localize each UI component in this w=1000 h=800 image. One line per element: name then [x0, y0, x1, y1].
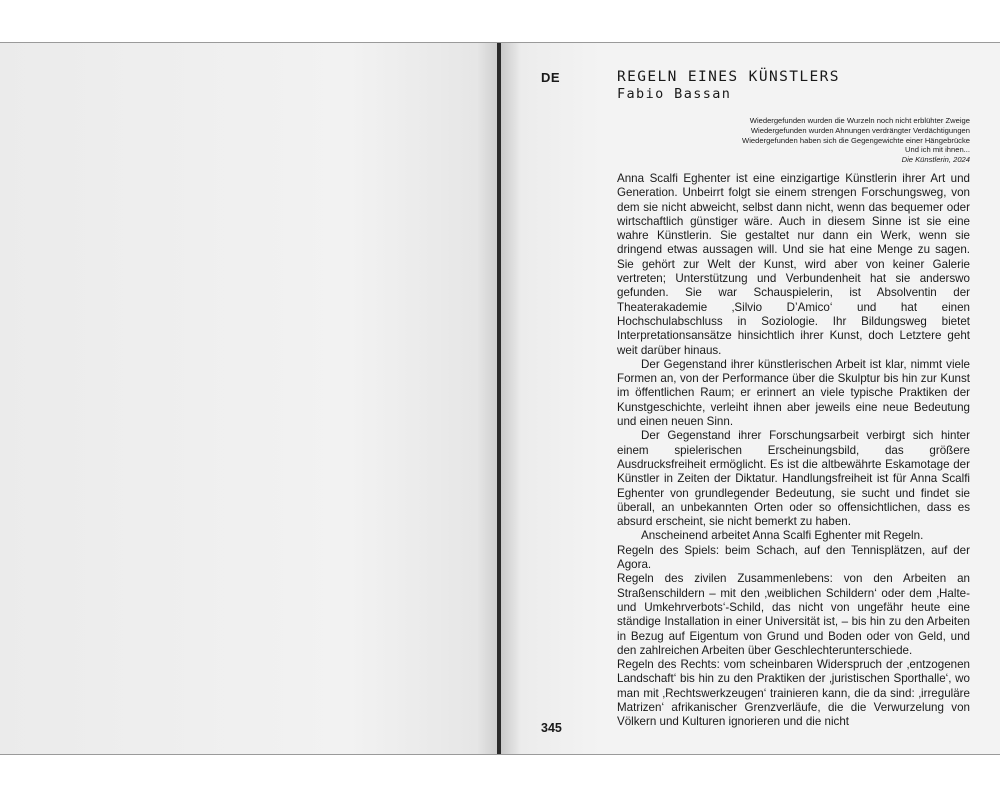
epigraph-line: Wiedergefunden haben sich die Gegengewichte einer Hängebrücke: [742, 135, 970, 145]
paragraph: Der Gegenstand ihrer Forschungsarbeit verbirgt sich hinter einem spielerischen Erscheinungsbild, das größere Ausdrucksfreiheit ermöglicht. Es ist die altbewährte Eskamotage der Künstler in Zeiten der Diktatur. Handlungsfreiheit ist für Anna Scalfi Eghenter von grundlegender Bedeutung, sie sucht und findet sie überall, an unbekannten Orten oder so offensichtlichen, dass es absurd erscheint, sie nicht bemerkt zu haben.: [617, 429, 970, 529]
epigraph-line: Wiedergefunden wurden Ahnungen verdrängter Verdächtigungen: [750, 125, 970, 135]
epigraph-line: Und ich mit ihnen...: [905, 145, 970, 155]
page-number: 345: [541, 721, 562, 735]
epigraph-source: Die Künstlerin, 2024: [901, 155, 970, 165]
epigraph: [590, 116, 970, 165]
paragraph: Der Gegenstand ihrer künstlerischen Arbeit ist klar, nimmt viele Formen an, von der Performance über die Skulptur bis hin zur Kunst im öffentlichen Raum; er erinnert an viele typische Praktiken der Kunstgeschichte, verleiht ihnen aber jeweils eine neue Bedeutung und einen neuen Sinn.: [617, 357, 970, 429]
language-marker: DE: [541, 70, 561, 85]
page-bottom-edge: [0, 754, 1000, 755]
page-top-edge: [0, 42, 1000, 43]
left-page: [0, 42, 497, 754]
paragraph: Regeln des zivilen Zusammenlebens: von den Arbeiten an Straßenschildern – mit den ‚weiblichen Schildern‘ oder dem ‚Halte- und Umkehrverbots‘-Schild, das nicht von ungefähr heute eine ständige Installation in einer Universität ist, – bis hin zu den Arbeiten in Bezug auf Eigentum von Grund und Boden oder von Geld, und den zahlreichen Arbeiten über Geschlechterunterschiede.: [617, 572, 970, 657]
paragraph: Regeln des Rechts: vom scheinbaren Widerspruch der ‚entzogenen Landschaft‘ bis hin zu den Praktiken der ‚juristischen Sporthalle‘, wo man mit ‚Rechtswerkzeugen‘ trainieren kann, die da sind: ‚irreguläre Matrizen‘ afrikanischer Grenzverläufe, die die Verwurzelung von Völkern und Kulturen ignorieren und die nicht: [617, 658, 970, 729]
chapter-title: REGELN EINES KÜNSTLERS: [617, 69, 840, 85]
body-text: [617, 172, 970, 730]
paragraph: Regeln des Spiels: beim Schach, auf den Tennisplätzen, auf der Agora.: [617, 543, 970, 572]
chapter-author: Fabio Bassan: [617, 86, 732, 102]
paragraph: Anscheinend arbeitet Anna Scalfi Eghenter mit Regeln.: [641, 529, 924, 543]
epigraph-line: Wiedergefunden wurden die Wurzeln noch nicht erblühter Zweige: [749, 116, 970, 125]
paragraph: Anna Scalfi Eghenter ist eine einzigartige Künstlerin ihrer Art und Generation. Unbeirrt folgt sie einem strengen Forschungsweg, von dem sie nicht abweicht, selbst dann nicht, wenn das bequemer oder wirtschaftlich günstiger wäre. Auch in diesem Sinne ist sie eine wahre Künstlerin. Sie gestaltet nur dann ein Werk, wenn sie dringend etwas aussagen will. Und sie hat eine Menge zu sagen. Sie gehört zur Welt der Kunst, wird aber von keiner Galerie vertreten; Unterstützung und Verbundenheit hat sie anderswo gefunden. Sie war Schauspielerin, ist Absolventin der Theaterakademie ‚Silvio D’Amico‘ und hat einen Hochschulabschluss in Soziologie. Ihr Bildungsweg bietet Interpretationsansätze hinsichtlich ihrer Kunst, doch Letztere geht weit darüber hinaus.: [617, 172, 970, 357]
